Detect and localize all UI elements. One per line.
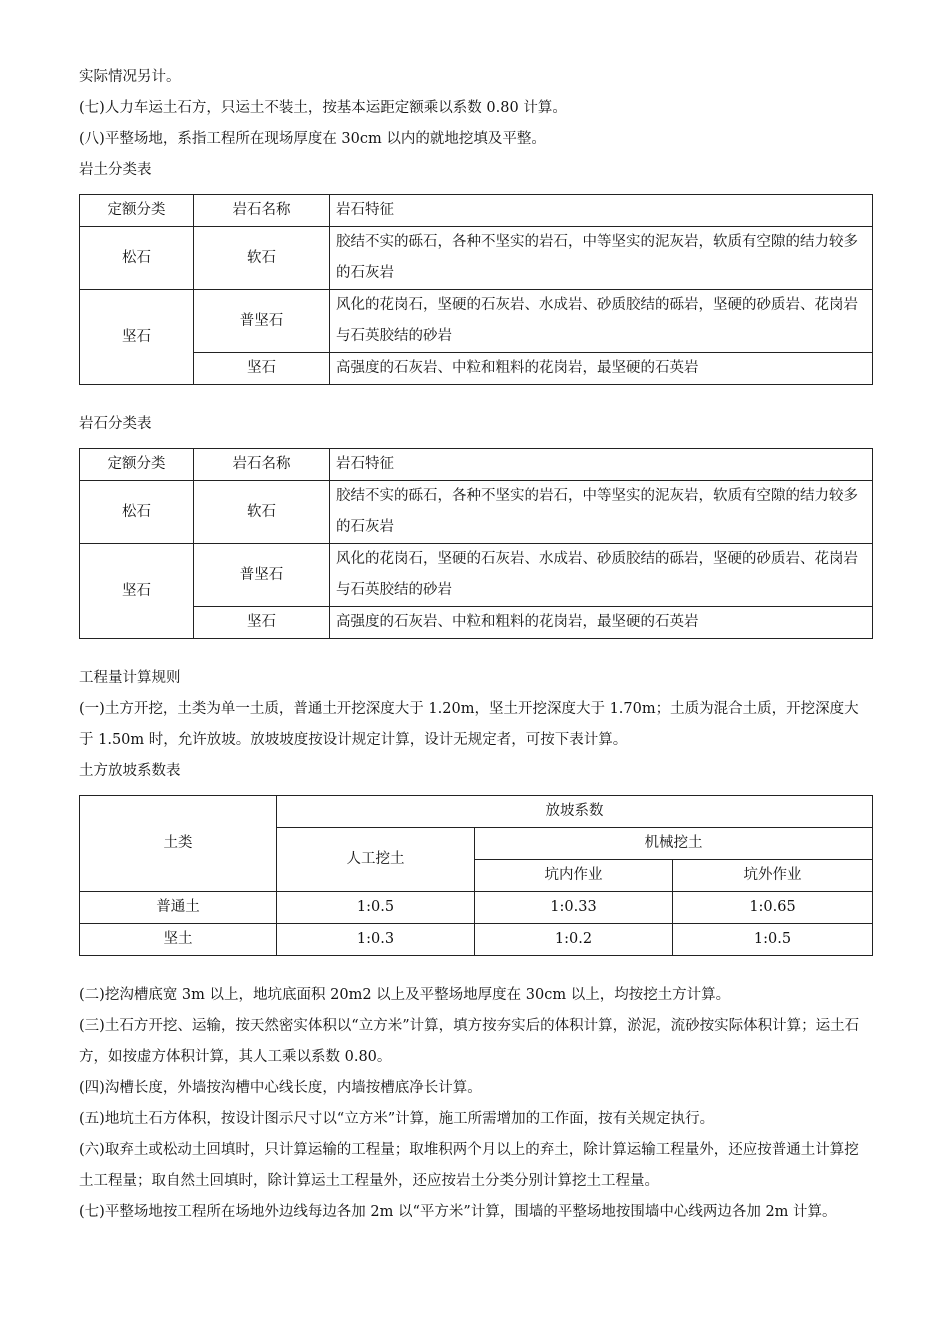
header-machine-digging: 机械挖土: [475, 828, 873, 860]
header-slope-coefficient: 放坡系数: [277, 796, 873, 828]
header-manual-digging: 人工挖土: [277, 828, 475, 892]
table-row: [80, 892, 873, 924]
table-row: [80, 481, 873, 544]
rule-2: (二)挖沟槽底宽 3m 以上，地坑底面积 20m2 以上及平整场地厚度在 30cm 以上，均按挖土方计算。: [79, 987, 731, 1003]
in-pit-cell: 1:0.2: [475, 924, 673, 956]
header-rock-feature: 岩石特征: [330, 449, 873, 481]
rule-6: (六)取弃土或松动土回填时，只计算运输的工程量；取堆积两个月以上的弃土，除计算运输工程量外，还应按普通土计算挖土工程量；取自然土回填时，除计算运土工程量外，还应按岩土分类分别计算挖土工程量。: [79, 1142, 859, 1189]
soil-cell: 普通土: [80, 892, 277, 924]
table-row: [80, 607, 873, 639]
header-category: 定额分类: [80, 195, 194, 227]
table3-caption: 土方放坡系数表: [79, 763, 181, 779]
out-pit-cell: 1:0.5: [673, 924, 873, 956]
intro-line-3: (八)平整场地，系指工程所在现场厚度在 30cm 以内的就地挖填及平整。: [79, 131, 546, 147]
out-pit-cell: 1:0.65: [673, 892, 873, 924]
header-soil-type: 土类: [80, 796, 277, 892]
intro-line-2: (七)人力车运土石方，只运土不装土，按基本运距定额乘以系数 0.80 计算。: [79, 100, 567, 116]
table-row: [80, 227, 873, 290]
header-rock-feature: 岩石特征: [330, 195, 873, 227]
rock-soil-classification-table: [79, 194, 873, 385]
soil-cell: 坚土: [80, 924, 277, 956]
header-out-pit: 坑外作业: [673, 860, 873, 892]
document-page: [79, 62, 872, 1228]
rock-name-cell: 坚石: [194, 353, 330, 385]
rock-feature-cell: 胶结不实的砾石，各种不坚实的岩石，中等坚实的泥灰岩，软质有空隙的结力较多的石灰岩: [330, 481, 873, 544]
rock-feature-cell: 高强度的石灰岩、中粒和粗料的花岗岩，最坚硬的石英岩: [330, 607, 873, 639]
slope-coefficient-table: [79, 795, 873, 956]
rules-heading: 工程量计算规则: [79, 670, 181, 686]
header-in-pit: 坑内作业: [475, 860, 673, 892]
category-cell: 坚石: [80, 544, 194, 639]
rule-4: (四)沟槽长度，外墙按沟槽中心线长度，内墙按槽底净长计算。: [79, 1080, 482, 1096]
in-pit-cell: 1:0.33: [475, 892, 673, 924]
table-row: [80, 290, 873, 353]
table-row: [80, 353, 873, 385]
rule-1: (一)土方开挖，土类为单一土质，普通土开挖深度大于 1.20m，坚土开挖深度大于 1.70m；土质为混合土质，开挖深度大于 1.50m 时，允许放坡。放坡坡度按设计规定计算，设计无规定者，可按下表计算。: [79, 701, 859, 748]
manual-cell: 1:0.3: [277, 924, 475, 956]
rule-3: (三)土石方开挖、运输，按天然密实体积以“立方米”计算，填方按夯实后的体积计算，淤泥，流砂按实际体积计算；运土石方，如按虚方体积计算，其人工乘以系数 0.80。: [79, 1018, 860, 1065]
table-header-row: [80, 449, 873, 481]
rock-name-cell: 软石: [194, 481, 330, 544]
table-header-row: [80, 195, 873, 227]
table1-caption: 岩土分类表: [79, 162, 152, 178]
rock-feature-cell: 风化的花岗石，坚硬的石灰岩、水成岩、砂质胶结的砾岩，坚硬的砂质岩、花岗岩与石英胶结的砂岩: [330, 544, 873, 607]
header-rock-name: 岩石名称: [194, 195, 330, 227]
table2-caption: 岩石分类表: [79, 416, 152, 432]
table-header-row: [80, 796, 873, 828]
manual-cell: 1:0.5: [277, 892, 475, 924]
header-category: 定额分类: [80, 449, 194, 481]
rock-name-cell: 普坚石: [194, 290, 330, 353]
category-cell: 松石: [80, 227, 194, 290]
rock-feature-cell: 风化的花岗石，坚硬的石灰岩、水成岩、砂质胶结的砾岩，坚硬的砂质岩、花岗岩与石英胶结的砂岩: [330, 290, 873, 353]
rock-classification-table: [79, 448, 873, 639]
table-row: [80, 924, 873, 956]
rock-name-cell: 坚石: [194, 607, 330, 639]
rule-5: (五)地坑土石方体积，按设计图示尺寸以“立方米”计算，施工所需增加的工作面，按有关规定执行。: [79, 1111, 715, 1127]
intro-line-1: 实际情况另计。: [79, 69, 181, 85]
rock-feature-cell: 高强度的石灰岩、中粒和粗料的花岗岩，最坚硬的石英岩: [330, 353, 873, 385]
rock-name-cell: 普坚石: [194, 544, 330, 607]
rock-feature-cell: 胶结不实的砾石，各种不坚实的岩石，中等坚实的泥灰岩，软质有空隙的结力较多的石灰岩: [330, 227, 873, 290]
category-cell: 松石: [80, 481, 194, 544]
table-row: [80, 544, 873, 607]
rule-7: (七)平整场地按工程所在场地外边线每边各加 2m 以“平方米”计算，围墙的平整场地按围墙中心线两边各加 2m 计算。: [79, 1204, 837, 1220]
category-cell: 坚石: [80, 290, 194, 385]
rock-name-cell: 软石: [194, 227, 330, 290]
header-rock-name: 岩石名称: [194, 449, 330, 481]
